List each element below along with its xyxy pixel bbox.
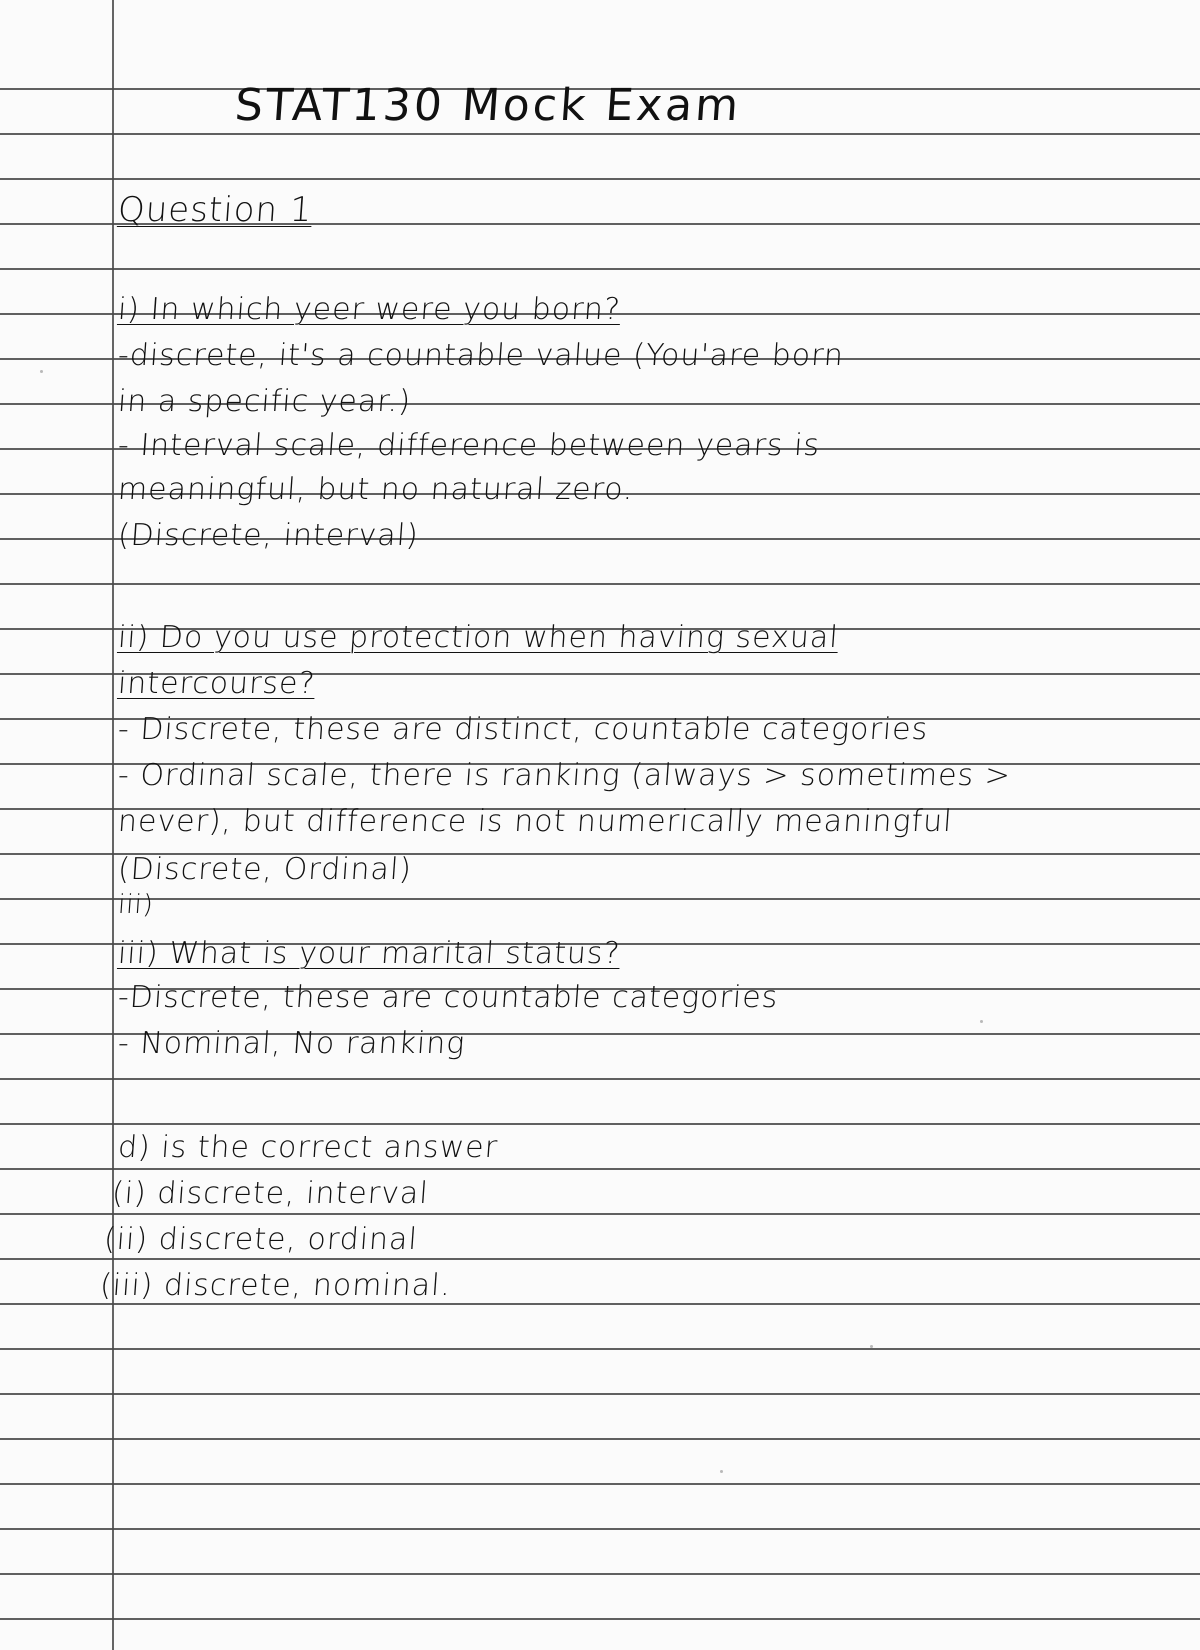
part-iii-line: -Discrete, these are countable categories [116,980,780,1015]
ruled-line [0,583,1200,585]
part-ii-line: - Discrete, these are distinct, countable categories [116,712,930,747]
answer-heading: d) is the correct answer [116,1130,500,1165]
ruled-line [0,1618,1200,1620]
part-ii-line: iii) [116,890,155,920]
ruled-line [0,133,1200,135]
ruled-line [0,1303,1200,1305]
ruled-line [0,1348,1200,1350]
ruled-line [0,1573,1200,1575]
answer-item: (ii) discrete, ordinal [102,1222,420,1257]
part-i-line: (Discrete, interval) [116,518,421,553]
part-i-line: -discrete, it's a countable value (You'are born [116,338,846,373]
ruled-line [0,1483,1200,1485]
part-i-line: meaningful, but no natural zero. [116,472,635,507]
part-ii-question-cont: intercourse? [116,666,317,701]
scan-speckle [870,1345,873,1348]
answer-item: (i) discrete, interval [110,1176,430,1211]
ruled-line [0,898,1200,900]
margin-line [112,0,114,1650]
ruled-line [0,178,1200,180]
page-title: STAT130 Mock Exam [233,80,743,131]
part-ii-line: - Ordinal scale, there is ranking (always > sometimes > [116,758,1013,793]
ruled-line [0,1078,1200,1080]
scan-speckle [720,1470,723,1473]
ruled-line [0,1393,1200,1395]
part-i-line: in a specific year.) [116,384,413,419]
ruled-line [0,1258,1200,1260]
ruled-line [0,1213,1200,1215]
ruled-line [0,1438,1200,1440]
scan-speckle [980,1020,983,1023]
ruled-line [0,1528,1200,1530]
ruled-line [0,1123,1200,1125]
part-ii-question: ii) Do you use protection when having sexual [116,620,840,655]
ruled-line [0,268,1200,270]
part-iii-line: - Nominal, No ranking [116,1026,467,1061]
part-ii-line: (Discrete, Ordinal) [116,852,414,887]
question-heading: Question 1 [116,190,314,230]
part-iii-question: iii) What is your marital status? [116,936,622,971]
part-i-question: i) In which yeer were you born? [116,292,623,327]
part-i-line: - Interval scale, difference between years is [116,428,822,463]
answer-item: (iii) discrete, nominal. [98,1268,453,1303]
ruled-line [0,1168,1200,1170]
part-ii-line: never), but difference is not numerically meaningful [116,804,954,839]
scan-speckle [40,370,43,373]
